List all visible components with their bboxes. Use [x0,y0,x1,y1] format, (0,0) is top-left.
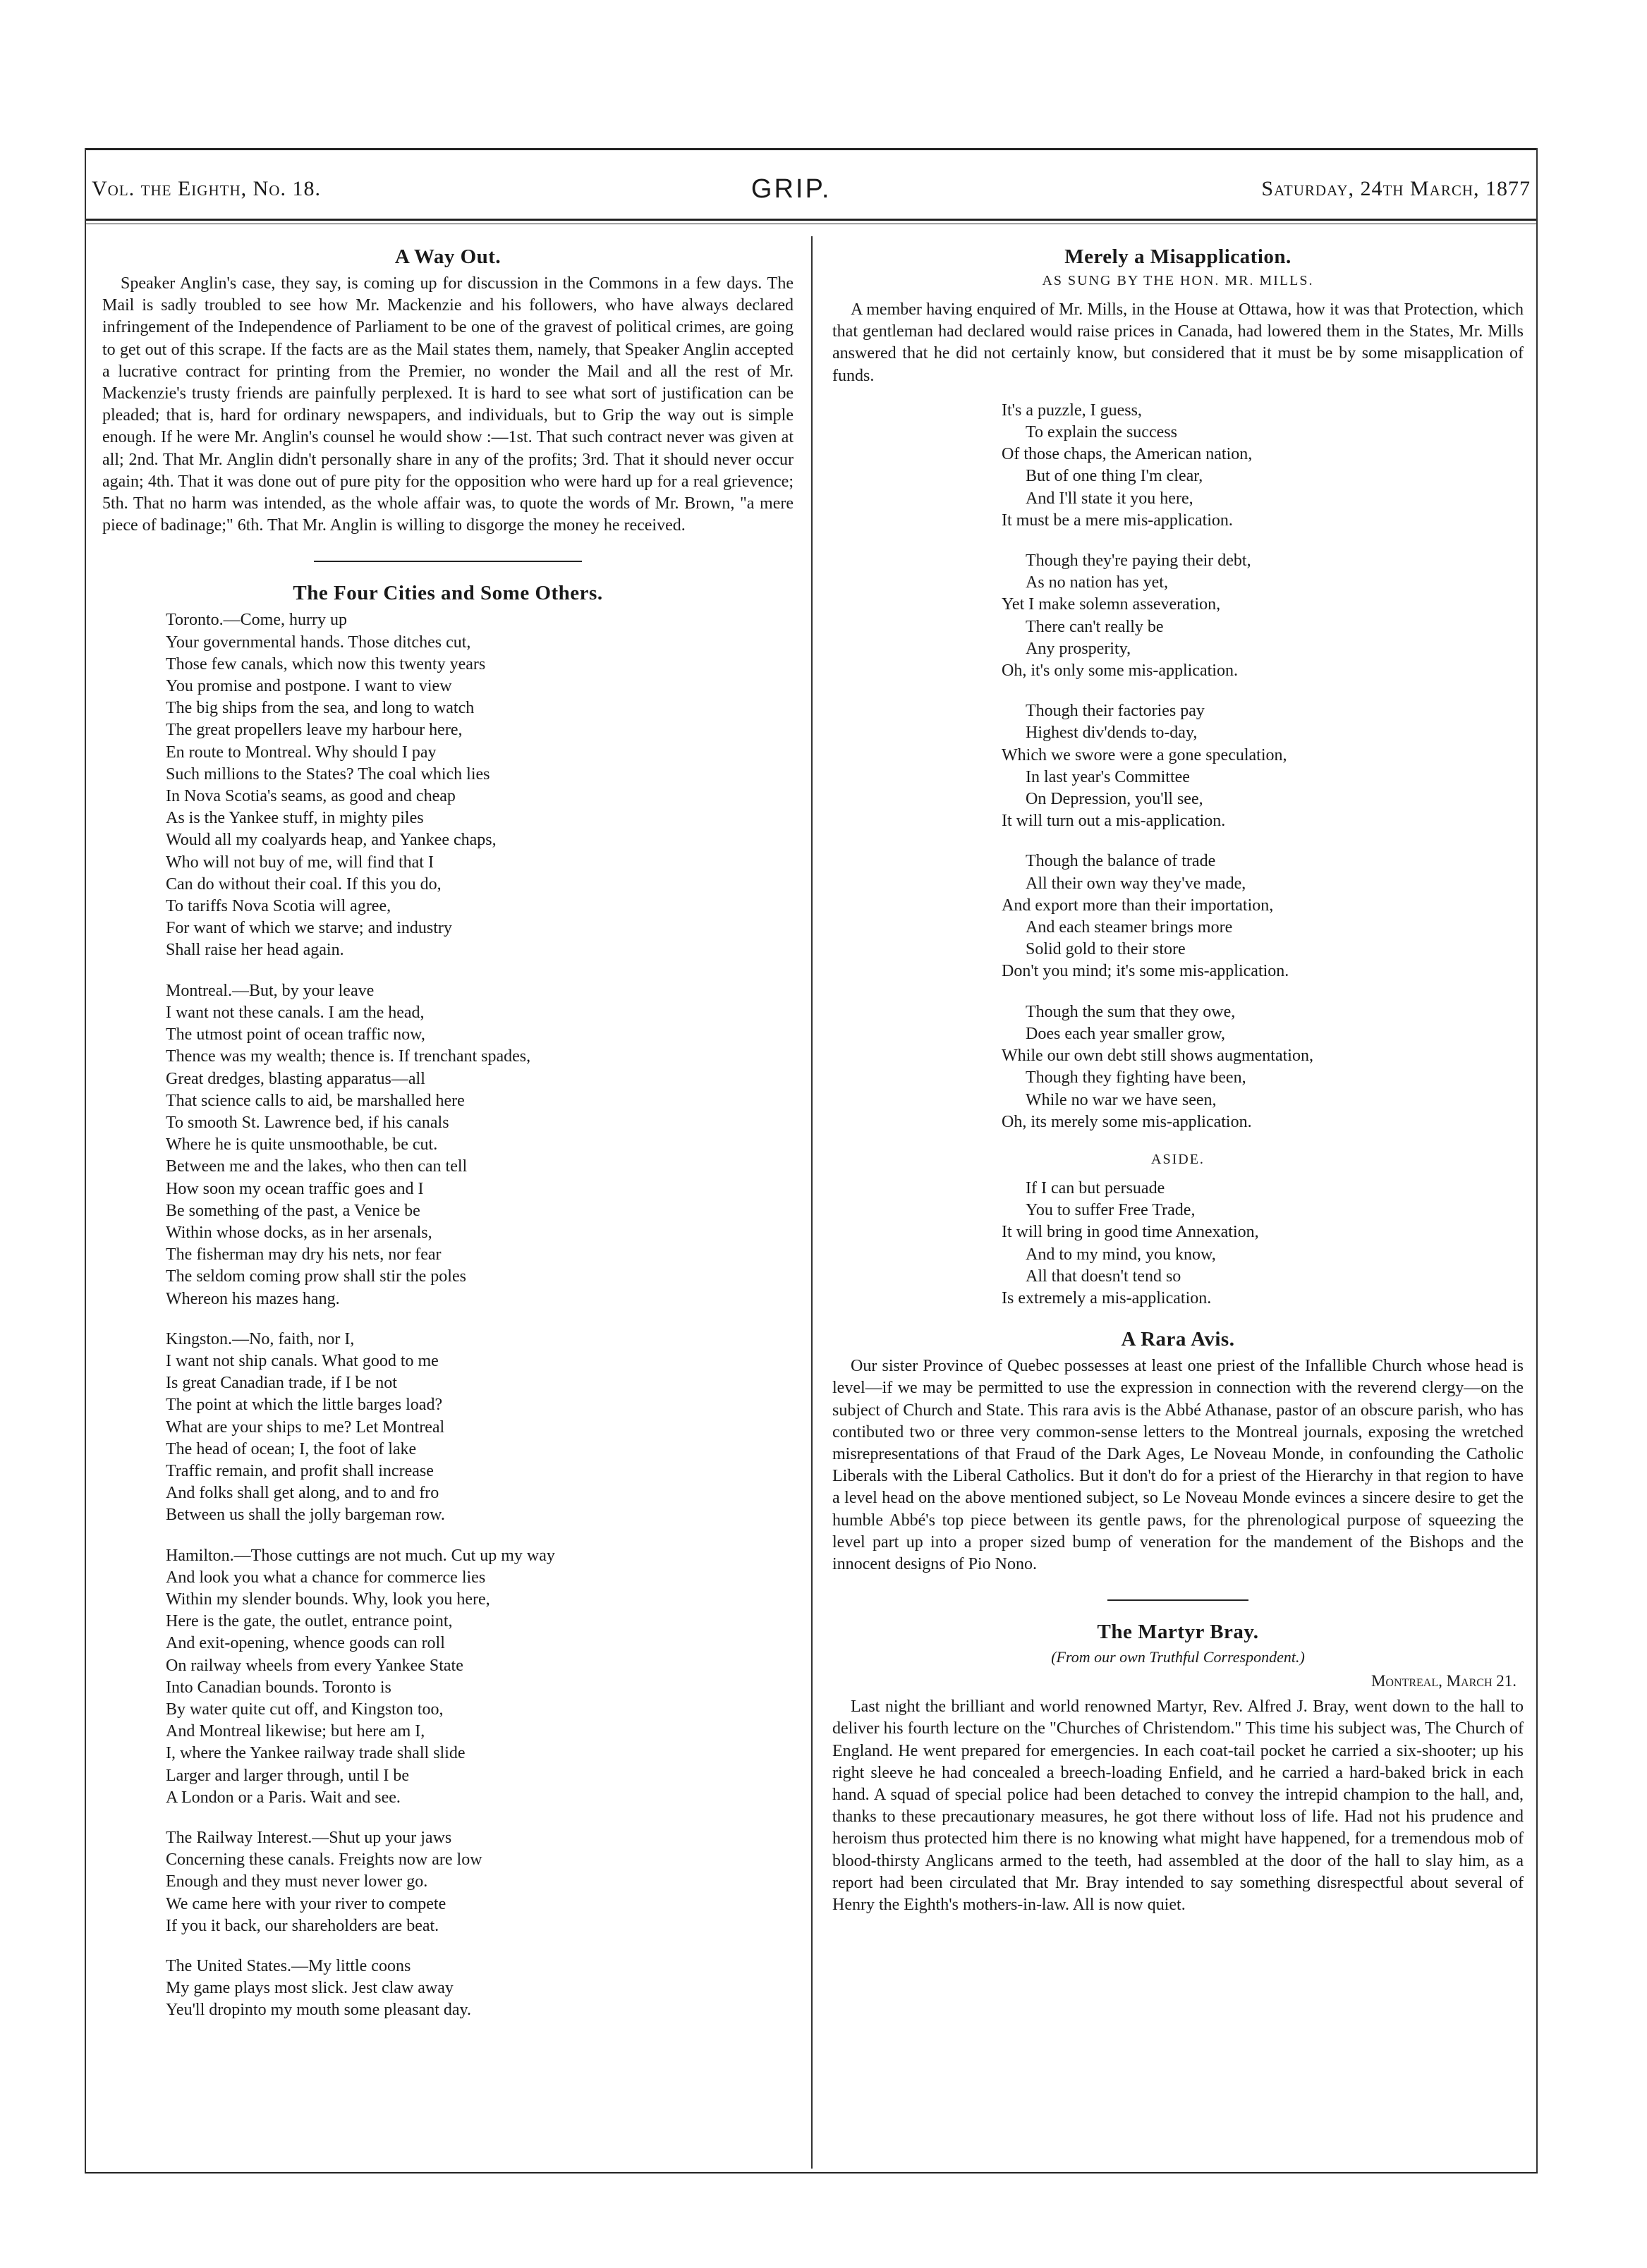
verse-line: If I can but persuade [1026,1178,1165,1197]
verse-line: But of one thing I'm clear, [1026,467,1203,486]
verse-line: En route to Montreal. Why should I pay [166,743,437,762]
stanza [1002,550,1524,682]
stanza [166,980,794,1310]
verse-line: Solid gold to their store [1026,940,1186,959]
verse-line: Though the balance of trade [1026,852,1216,871]
verse-line: Toronto.—Come, hurry up [166,611,347,630]
verse-line: How soon my ocean traffic goes and I [166,1179,424,1198]
bottom-rule [85,2172,1538,2174]
verse-line: For want of which we starve; and industry [166,919,452,938]
newspaper-page [85,148,1538,2179]
verse-line: All that doesn't tend so [1026,1267,1181,1286]
verse-line: Concerning these canals. Freights now are low [166,1851,482,1870]
verse-line: Though their factories pay [1026,702,1205,721]
verse-line: The United States.—My little coons [166,1957,411,1976]
article-body: Our sister Province of Quebec possesses at least one priest of the Infallible Church whose head is level—if we may be permitted to use the expression in connection with the reverend clergy—on the subject of Church and State. This rara avis is the Abbé Athanase, pastor of an obscure parish, who has contibuted two or three very common-sense letters to the Montreal journals, exposing the wretched misrepresentations of that Fraud of the Dark Ages, Le Noveau Monde, in confounding the Catholic Liberals with the Liberal Catholics. But it don't do for a priest of the Hierarchy in that region to have a level head on the above mentioned subject, so Le Noveau Monde evinces a sincere desire to get the humble Abbé's top piece between its gentle paws, for the phrenological purpose of squeezing the level part up into a proper sized bump of veneration for the mandement of the Bishops and the innocent designs of Pio Nono. [832,1357,1524,1573]
verse-line: Thence was my wealth; thence is. If trenchant spades, [166,1047,531,1066]
verse-line: Larger and larger through, until I be [166,1766,409,1785]
article-body: Speaker Anglin's case, they say, is coming up for discussion in the Commons in a few days. The Mail is sadly troubled to see how Mr. Mackenzie and his followers, who have always declared infringement of the Independence of Parliament to be one of the gravest of political crimes, are going to get out of this scrape. If the facts are as the Mail states them, namely, that Speaker Anglin accepted a lucrative contract for printing from the Premier, no wonder the Mail and all the rest of Mr. Mackenzie's trusty friends are painfully perplexed. It is hard to see what sort of justification can be pleaded; that is, hard for ordinary newspapers, and individuals, but to Grip the way out is simple enough. If he were Mr. Anglin's counsel he would show :—1st. That such contract never was given at all; 2nd. That Mr. Anglin didn't personally share in any of the profits; 3rd. That it should never occur again; 4th. That it was done out of pure pity for the opposition who were hard up for a real grievence; 5th. That no harm was intended, as the whole affair was, to quote the words of Mr. Brown, "a mere piece of badinage;" 6th. That Mr. Anglin is willing to disgorge the money he received. [102,274,794,535]
verse-line: Traffic remain, and profit shall increase [166,1461,434,1480]
verse-line: That science calls to aid, be marshalled here [166,1091,465,1110]
verse-line: Of those chaps, the American nation, [1002,445,1253,464]
verse-line: Which we swore were a gone speculation, [1002,745,1287,764]
stanza [166,1827,794,1937]
song-body [832,400,1524,1133]
verse-line: It will bring in good time Annexation, [1002,1223,1259,1242]
stanza [166,1329,794,1527]
verse-line: It's a puzzle, I guess, [1002,401,1142,420]
verse-line: As is the Yankee stuff, in mighty piles [166,809,424,828]
verse-line: Shall raise her head again. [166,941,344,960]
verse-line: On railway wheels from every Yankee State [166,1656,463,1675]
verse-line: And folks shall get along, and to and fro [166,1484,439,1503]
masthead [92,168,1531,210]
verse-line: Where he is quite unsmoothable, be cut. [166,1135,438,1154]
right-border [1536,148,1538,2172]
verse-line: The fisherman may dry his nets, nor fear [166,1245,442,1264]
verse-line: Though the sum that they owe, [1026,1002,1236,1021]
stanza [1002,1178,1524,1310]
left-column [102,240,794,2040]
song-intro: A member having enquired of Mr. Mills, in the House at Ottawa, how it was that Protection, which that gentleman had declared would raise prices in Canada, had lowered them in the States, Mr. Mills answered that he did not certainly know, but considered that it must be by some misapplication of funds. [832,300,1524,385]
verse-line: Oh, its merely some mis-application. [1002,1112,1252,1131]
verse-line: Such millions to the States? The coal which lies [166,764,490,784]
verse-line: I want not these canals. I am the head, [166,1003,425,1022]
verse-line: And I'll state it you here, [1026,489,1193,508]
section-divider [1107,1599,1248,1601]
verse-line: And each steamer brings more [1026,918,1233,937]
verse-line: Your governmental hands. Those ditches cut, [166,633,471,652]
verse-line: The big ships from the sea, and long to watch [166,699,475,718]
verse-line: I want not ship canals. What good to me [166,1351,439,1370]
verse-line: And Montreal likewise; but here am I, [166,1722,425,1741]
stanza [1002,850,1524,982]
verse-line: And look you what a chance for commerce lies [166,1568,486,1587]
top-rule [85,148,1538,150]
verse-line: It must be a mere mis-application. [1002,511,1233,530]
verse-line: And to my mind, you know, [1026,1245,1216,1264]
verse-line: Is great Canadian trade, if I be not [166,1374,397,1393]
stanza [1002,1001,1524,1133]
verse-line: On Depression, you'll see, [1026,790,1203,809]
verse-line: To smooth St. Lawrence bed, if his canals [166,1113,449,1132]
verse-line: Be something of the past, a Venice be [166,1201,420,1220]
header-rule [85,219,1538,221]
verse-line: Into Canadian bounds. Toronto is [166,1678,391,1697]
verse-line: Yeu'll dropinto my mouth some pleasant day. [166,2001,471,2020]
verse-line: Between me and the lakes, who then can tell [166,1157,468,1176]
song-title: Merely a Misapplication. [1064,245,1292,268]
verse-line: Kingston.—No, faith, nor I, [166,1329,355,1348]
verse-line: What are your ships to me? Let Montreal [166,1418,445,1437]
verse-line: Between us shall the jolly bargeman row. [166,1506,445,1525]
verse-line: While our own debt still shows augmentation, [1002,1047,1313,1066]
poem-title: The Four Cities and Some Others. [293,582,603,605]
verse-line: Highest div'dends to-day, [1026,724,1198,743]
verse-line: Those few canals, which now this twenty years [166,654,486,673]
stanza [1002,700,1524,832]
verse-line: As no nation has yet, [1026,573,1168,592]
verse-line: The head of ocean; I, the foot of lake [166,1439,417,1458]
verse-line: You to suffer Free Trade, [1026,1201,1196,1220]
verse-line: The point at which the little barges load? [166,1396,443,1415]
verse-line: You promise and postpone. I want to view [166,677,452,696]
stanza [166,1545,794,1809]
verse-line: Does each year smaller grow, [1026,1024,1225,1043]
issue-date: Saturday, 24th March, 1877 [1261,177,1531,200]
verse-line: Within whose docks, as in her arsenals, [166,1223,432,1242]
article-title: The Martyr Bray. [1097,1621,1259,1644]
verse-line: In last year's Committee [1026,767,1190,786]
article-byline: (From our own Truthful Correspondent.) [1051,1648,1305,1666]
verse-line: The seldom coming prow shall stir the poles [166,1267,466,1286]
verse-line: Though they fighting have been, [1026,1068,1246,1087]
verse-line: Would all my coalyards heap, and Yankee chaps, [166,831,497,850]
column-separator [811,236,813,2169]
verse-line: Montreal.—But, by your leave [166,981,375,1000]
verse-line: The utmost point of ocean traffic now, [166,1025,425,1044]
song-subtitle: AS SUNG BY THE HON. MR. MILLS. [1042,273,1314,288]
stanza [166,609,794,961]
verse-line: Don't you mind; it's some mis-application. [1002,962,1289,981]
verse-line: Though they're paying their debt, [1026,551,1251,571]
stanza [166,1956,794,2022]
verse-line: I, where the Yankee railway trade shall slide [166,1744,466,1763]
verse-line: We came here with your river to compete [166,1894,446,1913]
stanza [1002,400,1524,532]
verse-line: To explain the success [1026,423,1177,442]
section-divider [314,561,582,562]
left-border [85,148,86,2172]
verse-line: Enough and they must never lower go. [166,1872,428,1891]
verse-line: Who will not buy of me, will find that I [166,853,434,872]
verse-line: Is extremely a mis-application. [1002,1288,1212,1307]
right-column [832,240,1524,1916]
verse-line: If you it back, our shareholders are beat. [166,1916,439,1935]
verse-line: The great propellers leave my harbour here, [166,721,463,740]
aside-stanza [832,1178,1524,1310]
verse-line: Within my slender bounds. Why, look you here, [166,1590,490,1609]
verse-line: Great dredges, blasting apparatus—all [166,1069,425,1088]
volume-number: Vol. the Eighth, No. 18. [92,177,321,200]
verse-line: Yet I make solemn asseveration, [1002,595,1221,614]
verse-line: Any prosperity, [1026,639,1131,658]
verse-line: In Nova Scotia's seams, as good and cheap [166,787,456,806]
aside-label: ASIDE. [1151,1151,1205,1167]
verse-line: By water quite cut off, and Kingston too, [166,1700,444,1719]
verse-line: Whereon his mazes hang. [166,1289,340,1308]
verse-line: Can do without their coal. If this you do, [166,874,442,894]
verse-line: The Railway Interest.—Shut up your jaws [166,1829,452,1847]
poem-body [102,609,794,2021]
article-dateline: Montreal, March 21. [1371,1672,1517,1690]
verse-line: And exit-opening, whence goods can roll [166,1634,445,1653]
paper-title: GRIP. [750,173,832,204]
article-title: A Rara Avis. [1121,1328,1235,1351]
verse-line: And export more than their importation, [1002,896,1274,915]
verse-line: All their own way they've made, [1026,874,1246,893]
verse-line: My game plays most slick. Jest claw away [166,1979,454,1998]
article-body: Last night the brilliant and world renowned Martyr, Rev. Alfred J. Bray, went down to the hall to deliver his fourth lecture on the "Churches of Christendom." This time his subject was, The Church of England. He went prepared for emergencies. In each coat-tail pocket he carried a six-shooter; up his right sleeve he had concealed a breech-loading Enfield, and he carried a hard-baked brick in each hand. A squad of special police had been detached to convey the intrepid champion to the hall, and, thanks to these precautionary measures, he got there without loss of life. Had not his prudence and heroism thus protected him there is no knowing what might have happened, for a tremendous mob of blood-thirsty Anglicans armed to the teeth, had assembled at the door of the hall to slay him, as a report had been circulated that Mr. Bray intended to say something disrespectful about several of Henry the Eighth's mothers-in-law. All is now quiet. [832,1697,1524,1914]
verse-line: Hamilton.—Those cuttings are not much. Cut up my way [166,1546,555,1565]
verse-line: It will turn out a mis-application. [1002,812,1226,831]
verse-line: Here is the gate, the outlet, entrance point, [166,1612,453,1631]
verse-line: Oh, it's only some mis-application. [1002,662,1238,681]
verse-line: While no war we have seen, [1026,1090,1217,1109]
article-title: A Way Out. [394,245,502,268]
verse-line: A London or a Paris. Wait and see. [166,1788,401,1807]
verse-line: There can't really be [1026,617,1164,636]
verse-line: To tariffs Nova Scotia will agree, [166,897,391,916]
